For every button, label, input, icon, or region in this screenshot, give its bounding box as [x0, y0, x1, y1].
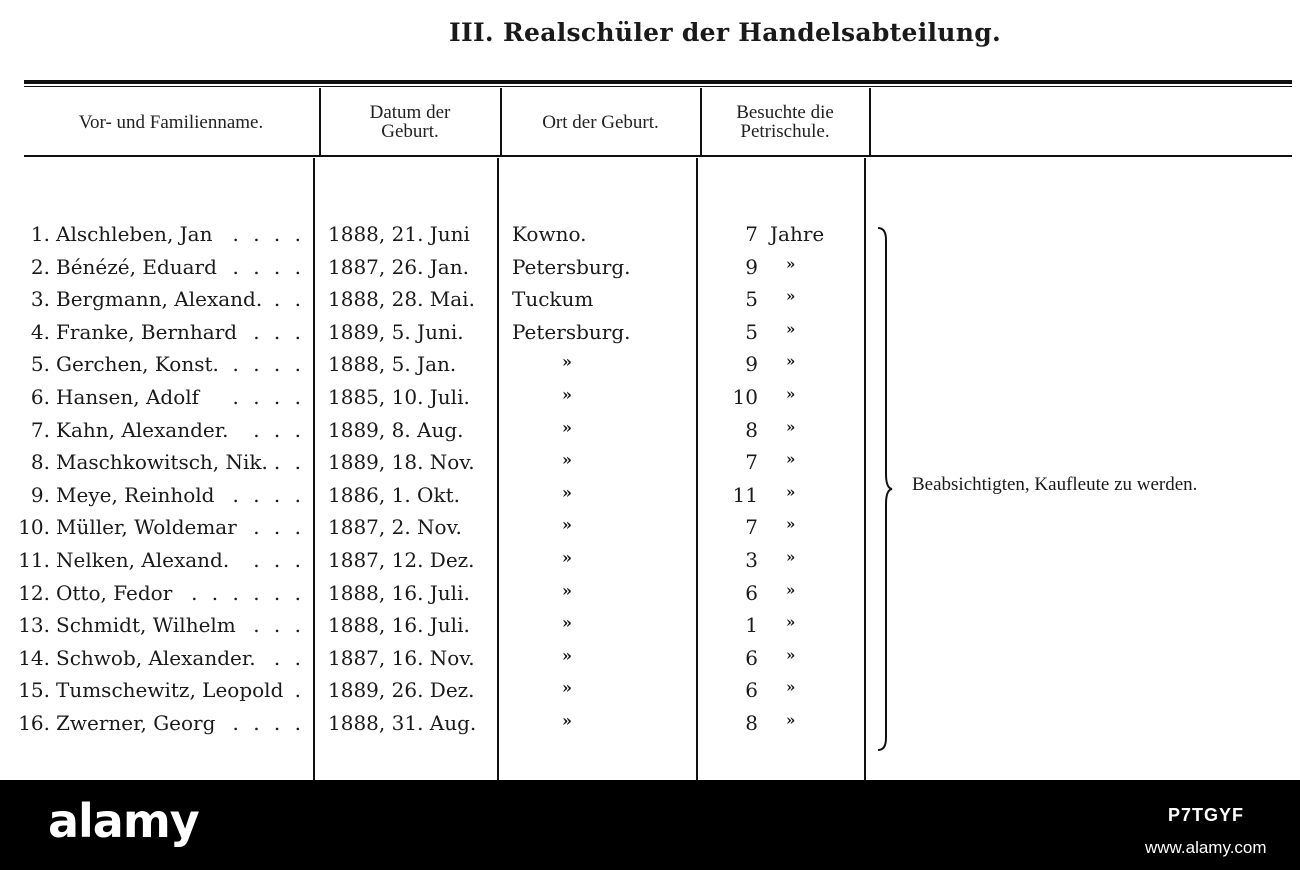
row-number: 14. — [18, 645, 50, 670]
years-unit: Jahre — [770, 222, 825, 246]
ditto-mark: » — [562, 450, 572, 470]
student-name: Alschleben, Jan — [56, 222, 213, 246]
header-name-label: Vor- und Familienname. — [78, 111, 264, 133]
leader-dots: . . . — [253, 319, 305, 344]
ditto-mark: » — [562, 385, 572, 404]
row-number: 3. — [30, 287, 50, 312]
leader-dots: . . . . . . — [191, 580, 305, 605]
header-visit-line1: Besuchte die — [736, 102, 834, 123]
table-row — [0, 416, 870, 448]
remark-text: Beabsichtigten, Kaufleute zu werden. — [912, 474, 1198, 495]
birth-date: 1889, 5. Juni. — [328, 319, 464, 344]
table-row — [0, 253, 870, 285]
student-name: Bergmann, Alexand. — [56, 287, 263, 312]
row-number: 5. — [30, 352, 50, 377]
table-row — [0, 383, 870, 415]
leader-dots: . . . . — [232, 482, 305, 507]
birth-date: 1889, 18. Nov. — [328, 450, 475, 475]
row-number: 12. — [18, 580, 50, 605]
school-years: 8 — [745, 417, 758, 442]
unit-ditto-mark: » — [786, 254, 796, 273]
leader-dots: . . . . — [232, 254, 305, 279]
unit-ditto-mark: » — [786, 482, 796, 501]
student-name: Meye, Reinhold — [56, 482, 215, 507]
school-years: 7 — [745, 222, 758, 246]
student-name: Gerchen, Konst. — [56, 352, 219, 377]
row-number: 4. — [30, 319, 50, 344]
leader-dots: . . . . — [232, 352, 305, 377]
unit-ditto-mark: » — [786, 450, 796, 469]
ditto-mark: » — [562, 515, 572, 535]
unit-ditto-mark: » — [786, 580, 796, 599]
birth-date: 1888, 21. Juni — [328, 222, 470, 246]
alamy-logo: alamy — [48, 794, 199, 848]
birth-date: 1889, 26. Dez. — [328, 678, 475, 703]
grouping-brace — [874, 226, 894, 752]
student-name: Nelken, Alexand. — [56, 548, 230, 572]
leader-dots: . . — [273, 645, 305, 670]
school-years: 5 — [745, 319, 758, 344]
leader-dots: . . . — [253, 417, 305, 442]
school-years: 6 — [745, 645, 758, 670]
header-place-label: Ort der Geburt. — [542, 111, 659, 133]
row-number: 7. — [30, 417, 50, 442]
row-number: 10. — [18, 515, 50, 540]
birth-date: 1888, 28. Mai. — [328, 287, 475, 312]
student-name: Maschkowitsch, Nik. — [56, 450, 268, 475]
birth-date: 1887, 2. Nov. — [328, 515, 462, 540]
stock-image-id: P7TGYF — [1168, 805, 1245, 825]
school-years: 1 — [745, 613, 758, 638]
birth-date: 1887, 12. Dez. — [328, 548, 475, 572]
student-name: Müller, Woldemar — [56, 515, 237, 540]
header-date-line1: Datum der — [369, 102, 451, 123]
unit-ditto-mark: » — [786, 352, 796, 371]
column-divider — [869, 88, 871, 156]
ditto-mark: » — [562, 352, 572, 372]
leader-dots: . . . — [253, 548, 305, 572]
table-row — [0, 220, 870, 252]
school-years: 9 — [745, 254, 758, 279]
student-name: Kahn, Alexander. — [56, 417, 229, 442]
unit-ditto-mark: » — [786, 711, 796, 729]
student-name: Franke, Bernhard — [56, 319, 238, 344]
page-title: III. Realschüler der Handelsabteilung. — [448, 18, 1002, 47]
leader-dots: . . . . — [232, 385, 305, 409]
table-row — [0, 318, 870, 350]
ditto-mark: » — [562, 645, 572, 665]
stock-url: www.alamy.com — [1145, 838, 1267, 857]
unit-ditto-mark: » — [786, 548, 796, 566]
school-years: 9 — [745, 352, 758, 377]
birth-date: 1888, 16. Juli. — [328, 613, 470, 638]
table-row — [0, 350, 870, 382]
birth-place: Tuckum — [512, 287, 594, 312]
ditto-mark: » — [562, 417, 572, 437]
school-years: 8 — [745, 711, 758, 735]
row-number: 2. — [30, 254, 50, 279]
leader-dots: . — [294, 678, 305, 703]
table-row — [0, 448, 870, 480]
school-years: 3 — [745, 548, 758, 572]
ditto-mark: » — [562, 613, 572, 633]
unit-ditto-mark: » — [786, 515, 796, 534]
leader-dots: . . . . — [232, 711, 305, 735]
student-name: Bénézé, Eduard — [56, 254, 217, 279]
row-number: 11. — [18, 548, 50, 572]
row-number: 16. — [18, 711, 50, 735]
student-name: Schmidt, Wilhelm — [56, 613, 236, 638]
leader-dots: . . — [273, 450, 305, 475]
row-number: 8. — [30, 450, 50, 475]
birth-date: 1887, 16. Nov. — [328, 645, 475, 670]
table-row — [0, 285, 870, 317]
birth-date: 1886, 1. Okt. — [328, 482, 460, 507]
row-number: 6. — [30, 385, 50, 409]
school-years: 10 — [732, 385, 758, 409]
birth-date: 1889, 8. Aug. — [328, 417, 464, 442]
header-visit-line2: Petrischule. — [740, 121, 830, 142]
ditto-mark: » — [562, 482, 572, 502]
birth-date: 1888, 31. Aug. — [328, 711, 477, 735]
school-years: 7 — [745, 515, 758, 540]
unit-ditto-mark: » — [786, 678, 796, 697]
student-name: Hansen, Adolf — [56, 385, 200, 409]
unit-ditto-mark: » — [786, 645, 796, 664]
leader-dots: . . . — [253, 613, 305, 638]
school-years: 6 — [745, 678, 758, 703]
student-name: Schwob, Alexander. — [56, 645, 256, 670]
table-row — [0, 513, 870, 545]
ditto-mark: » — [562, 678, 572, 698]
header-name — [24, 90, 318, 154]
header-rule — [24, 155, 1292, 157]
unit-ditto-mark: » — [786, 385, 796, 403]
birth-place: Petersburg. — [512, 254, 631, 279]
table-row — [0, 644, 870, 676]
header-date-line2: Geburt. — [381, 121, 439, 142]
birth-place: Kowno. — [512, 222, 587, 246]
header-date — [321, 90, 499, 154]
birth-date: 1887, 26. Jan. — [328, 254, 469, 279]
school-years: 7 — [745, 450, 758, 475]
top-rule-thick — [24, 80, 1292, 84]
top-rule-thin — [24, 86, 1292, 87]
leader-dots: . . . . — [232, 222, 305, 246]
ditto-mark: » — [562, 548, 572, 567]
student-name: Zwerner, Georg — [56, 711, 216, 735]
birth-date: 1885, 10. Juli. — [328, 385, 470, 409]
row-number: 9. — [30, 482, 50, 507]
row-number: 15. — [18, 678, 50, 703]
birth-date: 1888, 16. Juli. — [328, 580, 470, 605]
student-name: Otto, Fedor — [56, 580, 173, 605]
row-number: 13. — [18, 613, 50, 638]
header-visit — [702, 90, 868, 154]
unit-ditto-mark: » — [786, 613, 796, 632]
school-years: 6 — [745, 580, 758, 605]
birth-date: 1888, 5. Jan. — [328, 352, 457, 377]
table-row — [0, 481, 870, 513]
table-row — [0, 546, 870, 578]
birth-place: Petersburg. — [512, 319, 631, 344]
table-row — [0, 676, 870, 708]
unit-ditto-mark: » — [786, 417, 796, 436]
leader-dots: . . . — [253, 515, 305, 540]
ditto-mark: » — [562, 711, 572, 730]
unit-ditto-mark: » — [786, 319, 796, 338]
table-row — [0, 579, 870, 611]
unit-ditto-mark: » — [786, 287, 796, 306]
row-number: 1. — [30, 222, 50, 246]
school-years: 5 — [745, 287, 758, 312]
ditto-mark: » — [562, 580, 572, 600]
table-row — [0, 709, 870, 741]
header-place — [502, 90, 699, 154]
table-row — [0, 611, 870, 643]
leader-dots: . . — [273, 287, 305, 312]
student-name: Tumschewitz, Leopold — [56, 678, 284, 703]
school-years: 11 — [732, 482, 758, 507]
